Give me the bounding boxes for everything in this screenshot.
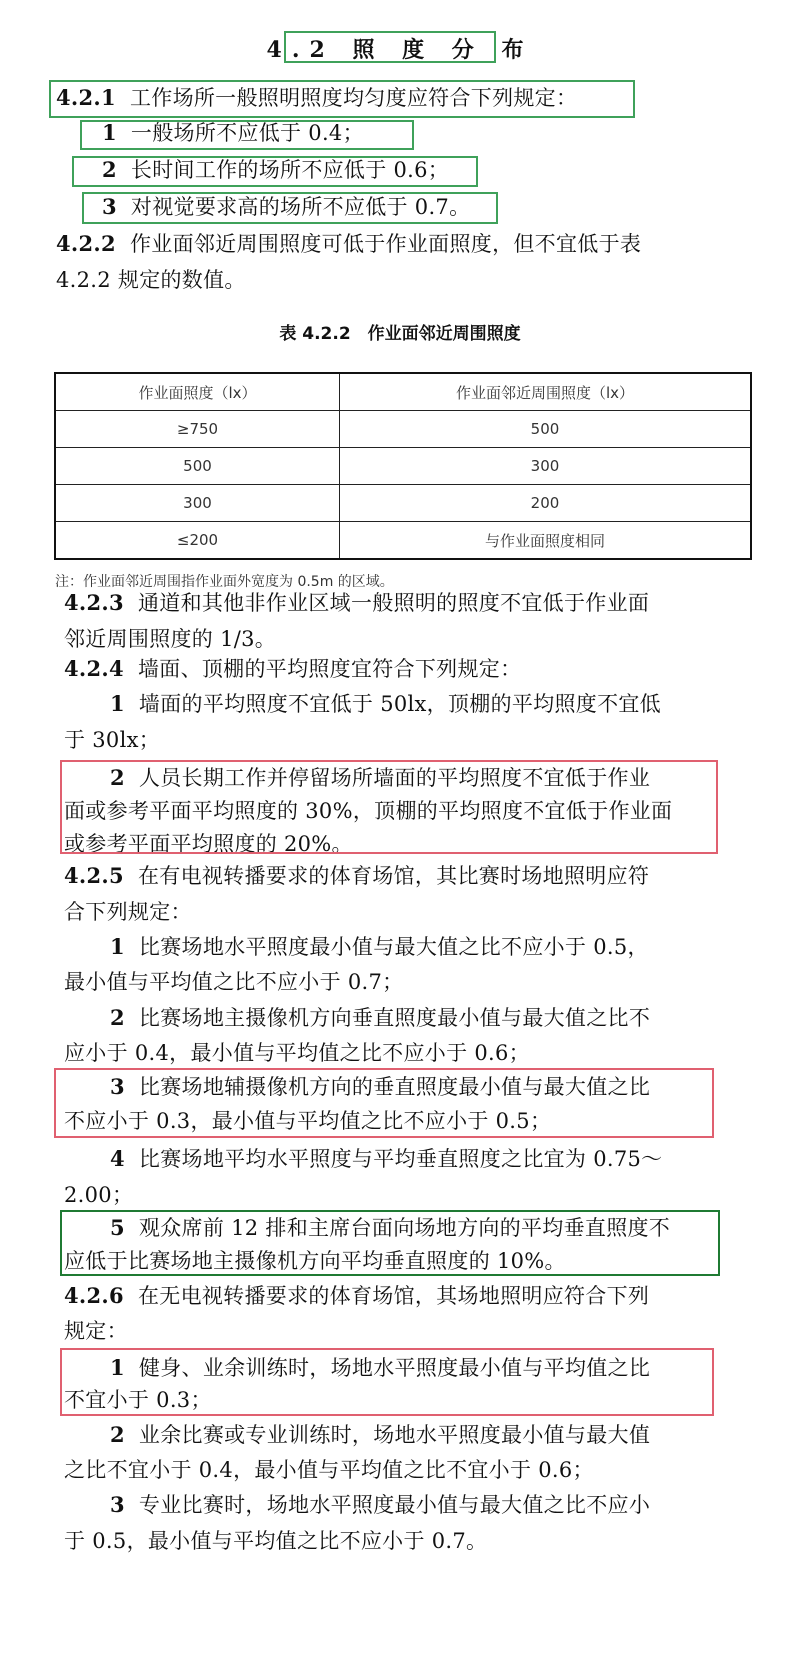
clause-4-2-5-item-1-line-1: [110, 932, 649, 962]
item-number: 1: [110, 934, 125, 959]
item-text: 健身、业余训练时，场地水平照度最小值与平均值之比: [138, 1356, 651, 1380]
clause-number: 4.2.4: [64, 656, 124, 681]
clause-4-2-4-item-2-line-2: 面或参考平面平均照度的 30%，顶棚的平均照度不宜低于作业面: [64, 799, 673, 823]
item-number: 1: [110, 1355, 125, 1380]
item-text: 一般场所不应低于 0.4；: [130, 121, 364, 145]
item-text: 人员长期工作并停留场所墙面的平均照度不宜低于作业: [138, 766, 651, 790]
clause-4-2-1-item-1: [102, 118, 364, 148]
clause-4-2-5-item-1-line-2: 最小值与平均值之比不应小于 0.7；: [64, 970, 404, 994]
clause-4-2-5-item-4-line-2: 2.00；: [64, 1183, 134, 1207]
clause-4-2-6-item-1-line-2: 不宜小于 0.3；: [64, 1388, 212, 1412]
table-cell: 500: [340, 411, 752, 448]
clause-4-2-4: [64, 654, 521, 684]
clause-4-2-6-line-2: 规定：: [64, 1319, 128, 1343]
clause-4-2-6-item-3-line-1: [110, 1490, 650, 1520]
clause-4-2-5-item-4-line-1: [110, 1144, 662, 1174]
table-cell: 200: [340, 485, 752, 522]
item-number: 4: [110, 1146, 125, 1171]
item-number: 2: [110, 765, 125, 790]
clause-text: 工作场所一般照明照度均匀度应符合下列规定：: [129, 86, 578, 110]
clause-number: 4.2.5: [64, 863, 124, 888]
table-cell: 与作业面照度相同: [340, 522, 752, 560]
item-number: 5: [110, 1215, 125, 1240]
item-text: 观众席前 12 排和主席台面向场地方向的平均垂直照度不: [138, 1216, 671, 1240]
table-cell: ≤200: [55, 522, 340, 560]
clause-4-2-6-item-2-line-2: 之比不宜小于 0.4，最小值与平均值之比不宜小于 0.6；: [64, 1458, 594, 1482]
item-text: 比赛场地主摄像机方向垂直照度最小值与最大值之比不: [138, 1006, 651, 1030]
table-caption: 表 4.2.2 作业面邻近周围照度: [279, 324, 521, 344]
clause-text: 在有电视转播要求的体育场馆，其比赛时场地照明应符: [137, 864, 650, 888]
clause-4-2-1-item-3: [102, 192, 470, 222]
illuminance-table: [54, 372, 752, 560]
table-cell: 300: [340, 448, 752, 485]
item-text: 比赛场地水平照度最小值与最大值之比不应小于 0.5，: [138, 935, 649, 959]
item-number: 3: [110, 1492, 125, 1517]
item-text: 比赛场地辅摄像机方向的垂直照度最小值与最大值之比: [138, 1075, 651, 1099]
table-note: 注：作业面邻近周围指作业面外宽度为 0.5m 的区域。: [55, 574, 394, 590]
clause-4-2-5-item-3-line-2: 不应小于 0.3，最小值与平均值之比不应小于 0.5；: [64, 1109, 552, 1133]
table-row: [55, 448, 751, 485]
clause-4-2-5-item-5-line-1: [110, 1213, 670, 1243]
section-title: 4.2 照 度 分 布: [266, 37, 534, 63]
clause-text: 作业面邻近周围照度可低于作业面照度，但不宜低于表: [129, 232, 642, 256]
clause-number: 4.2.6: [64, 1283, 124, 1308]
clause-text: 通道和其他非作业区域一般照明的照度不宜低于作业面: [137, 591, 650, 615]
clause-number: 4.2.1: [56, 85, 116, 110]
item-number: 3: [110, 1074, 125, 1099]
table-header-cell: 作业面照度（lx）: [55, 373, 340, 411]
item-text: 比赛场地平均水平照度与平均垂直照度之比宜为 0.75～: [138, 1147, 663, 1171]
item-number: 2: [110, 1422, 125, 1447]
clause-4-2-3-line-2: 邻近周围照度的 1/3。: [64, 627, 277, 651]
clause-4-2-2-line-1: [56, 229, 641, 259]
clause-4-2-5-item-3-line-1: [110, 1072, 650, 1102]
clause-4-2-5-line-1: [64, 861, 649, 891]
item-number: 3: [102, 194, 117, 219]
table-cell: 300: [55, 485, 340, 522]
item-number: 1: [102, 120, 117, 145]
item-text: 业余比赛或专业训练时，场地水平照度最小值与最大值: [138, 1423, 651, 1447]
item-text: 专业比赛时，场地水平照度最小值与最大值之比不应小: [138, 1493, 651, 1517]
clause-4-2-3-line-1: [64, 588, 649, 618]
clause-4-2-6-item-3-line-2: 于 0.5，最小值与平均值之比不应小于 0.7。: [64, 1529, 488, 1553]
table-header-cell: 作业面邻近周围照度（lx）: [340, 373, 752, 411]
item-number: 2: [102, 157, 117, 182]
clause-4-2-5-item-2-line-2: 应小于 0.4，最小值与平均值之比不应小于 0.6；: [64, 1041, 530, 1065]
clause-number: 4.2.2: [56, 231, 116, 256]
table-cell: 500: [55, 448, 340, 485]
clause-4-2-4-item-2-line-3: 或参考平面平均照度的 20%。: [64, 832, 353, 856]
clause-text: 墙面、顶棚的平均照度宜符合下列规定：: [137, 657, 522, 681]
table-header-row: [55, 373, 751, 411]
table-row: [55, 485, 751, 522]
clause-4-2-5-line-2: 合下列规定：: [64, 900, 192, 924]
table-row: [55, 522, 751, 560]
item-number: 1: [110, 691, 125, 716]
clause-4-2-2-line-2: 4.2.2 规定的数值。: [56, 268, 246, 292]
table-cell: ≥750: [55, 411, 340, 448]
clause-number: 4.2.3: [64, 590, 124, 615]
item-text: 墙面的平均照度不宜低于 50lx，顶棚的平均照度不宜低: [138, 692, 661, 716]
clause-4-2-6-line-1: [64, 1281, 649, 1311]
clause-4-2-5-item-2-line-1: [110, 1003, 650, 1033]
clause-text: 在无电视转播要求的体育场馆，其场地照明应符合下列: [137, 1284, 650, 1308]
clause-4-2-1-item-2: [102, 155, 449, 185]
clause-4-2-4-item-2-line-1: [110, 763, 650, 793]
clause-4-2-4-item-1-line-1: [110, 689, 661, 719]
clause-4-2-1: [56, 83, 577, 113]
clause-4-2-5-item-5-line-2: 应低于比赛场地主摄像机方向平均垂直照度的 10%。: [64, 1249, 566, 1273]
clause-4-2-6-item-1-line-1: [110, 1353, 650, 1383]
table-row: [55, 411, 751, 448]
item-text: 对视觉要求高的场所不应低于 0.7。: [130, 195, 471, 219]
item-number: 2: [110, 1005, 125, 1030]
clause-4-2-6-item-2-line-1: [110, 1420, 650, 1450]
clause-4-2-4-item-1-line-2: 于 30lx；: [64, 728, 161, 752]
item-text: 长时间工作的场所不应低于 0.6；: [130, 158, 450, 182]
